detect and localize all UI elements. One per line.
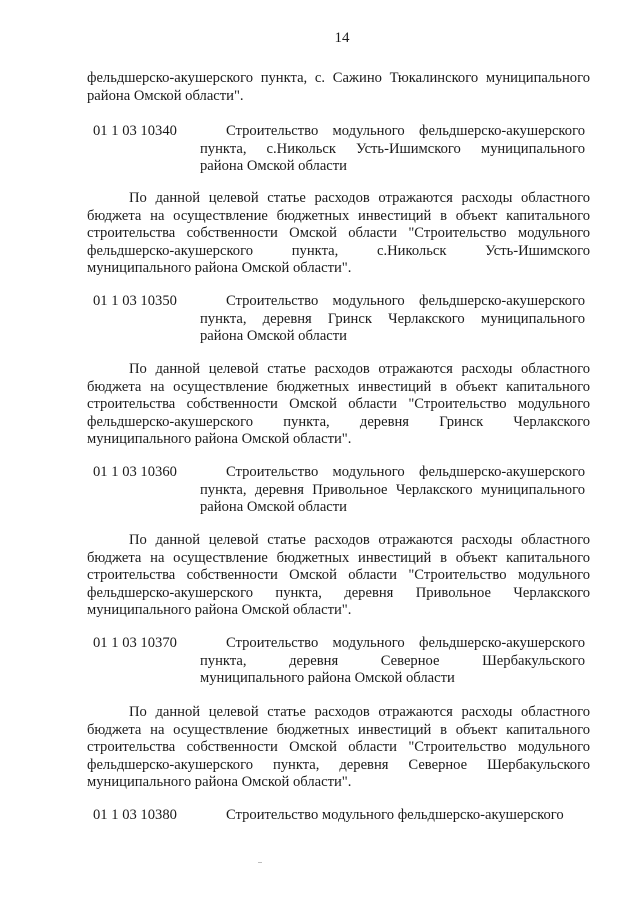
entry-code: 01 1 03 10370 <box>93 635 177 651</box>
page-number: 14 <box>334 30 350 46</box>
description-line: муниципального района Омской области". <box>87 602 352 619</box>
description-line: фельдшерско-акушерского пункта, деревня Привольное Черлакского <box>87 584 590 601</box>
description-line: По данной целевой статье расходов отражаются расходы областного <box>129 532 590 548</box>
entry-title <box>200 293 585 346</box>
description-line: бюджета на осуществление бюджетных инвестиций в объект капитального <box>87 207 590 224</box>
description-line: строительства собственности Омской области "Строительство модульного <box>87 396 590 413</box>
entry-description <box>87 190 590 278</box>
description-line: По данной целевой статье расходов отражаются расходы областного <box>129 190 590 206</box>
entry-title-line: пункта, деревня Гринск Черлакского муниципального <box>200 310 585 327</box>
description-line: бюджета на осуществление бюджетных инвестиций в объект капитального <box>87 721 590 738</box>
description-line: строительства собственности Омской области "Строительство модульного <box>87 567 590 584</box>
entry-title-line: района Омской области <box>200 499 347 516</box>
description-line: фельдшерско-акушерского пункта, деревня Гринск Черлакского <box>87 413 590 430</box>
entry-title-line: района Омской области <box>200 158 347 175</box>
entry-title <box>200 807 585 825</box>
entry-title-line: района Омской области <box>200 328 347 345</box>
entry-code: 01 1 03 10380 <box>93 807 177 823</box>
entry-description <box>87 704 590 792</box>
description-line: строительства собственности Омской области "Строительство модульного <box>87 739 590 756</box>
entry-title-line: Строительство модульного фельдшерско-акушерского <box>226 464 585 480</box>
intro-paragraph <box>87 70 590 105</box>
intro-line: района Омской области". <box>87 87 244 104</box>
description-line: фельдшерско-акушерского пункта, деревня Северное Шербакульского <box>87 756 590 773</box>
entry-title-line: пункта, с.Никольск Усть-Ишимского муниципального <box>200 140 585 157</box>
entry-code: 01 1 03 10340 <box>93 123 177 139</box>
description-line: муниципального района Омской области". <box>87 774 352 791</box>
entry-title-line: Строительство модульного фельдшерско-акушерского <box>226 807 564 823</box>
description-line: муниципального района Омской области". <box>87 260 352 277</box>
entry-code: 01 1 03 10360 <box>93 464 177 480</box>
description-line: бюджета на осуществление бюджетных инвестиций в объект капитального <box>87 549 590 566</box>
entry-title-line: муниципального района Омской области <box>200 670 455 687</box>
entry-code: 01 1 03 10350 <box>93 293 177 309</box>
entry-title-line: Строительство модульного фельдшерско-акушерского <box>226 635 585 651</box>
description-line: строительства собственности Омской области "Строительство модульного <box>87 225 590 242</box>
entry-description <box>87 532 590 620</box>
entry-title <box>200 123 585 176</box>
entry-title <box>200 635 585 688</box>
entry-title-line: Строительство модульного фельдшерско-акушерского <box>226 293 585 309</box>
entry-description <box>87 361 590 449</box>
entry-title-line: пункта, деревня Привольное Черлакского муниципального <box>200 481 585 498</box>
scan-mark <box>258 862 262 863</box>
description-line: бюджета на осуществление бюджетных инвестиций в объект капитального <box>87 378 590 395</box>
entry-title-line: пункта, деревня Северное Шербакульского <box>200 652 585 669</box>
entry-title <box>200 464 585 517</box>
description-line: фельдшерско-акушерского пункта, с.Никольск Усть-Ишимского <box>87 242 590 259</box>
description-line: По данной целевой статье расходов отражаются расходы областного <box>129 704 590 720</box>
intro-line: фельдшерско-акушерского пункта, с. Сажино Тюкалинского муниципального <box>87 70 590 86</box>
entry-title-line: Строительство модульного фельдшерско-акушерского <box>226 123 585 139</box>
description-line: муниципального района Омской области". <box>87 431 352 448</box>
description-line: По данной целевой статье расходов отражаются расходы областного <box>129 361 590 377</box>
